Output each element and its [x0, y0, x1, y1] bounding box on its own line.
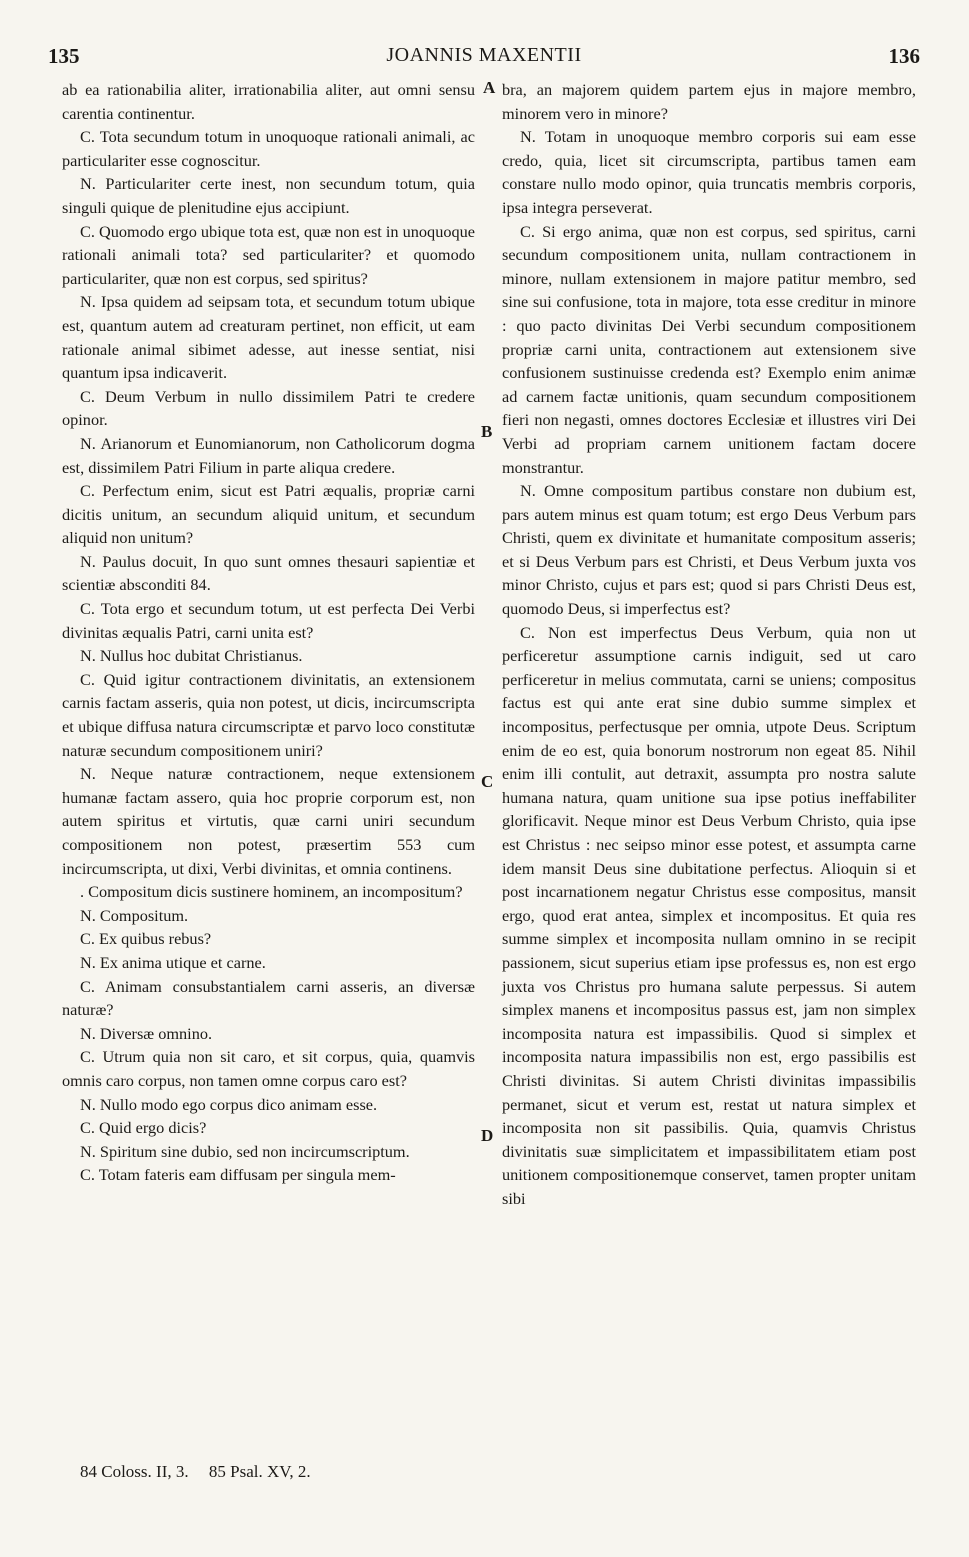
footnotes [80, 1462, 327, 1482]
paragraph: ab ea rationabilia aliter, irrationabilia aliter, aut omni sensu carentia continentur. [62, 80, 475, 123]
paragraph: N. Arianorum et Eunomianorum, non Catholicorum dogma est, dissimilem Patri Filium in parte aliqua credere. [62, 433, 475, 477]
page-header [48, 44, 920, 72]
paragraph: C. Tota ergo et secundum totum, ut est perfecta Dei Verbi divinitas æqualis Patri, carni unita est? [62, 599, 475, 642]
paragraph: N. Spiritum sine dubio, sed non incircumscriptum. [80, 1141, 410, 1161]
paragraph: C. Quid igitur contractionem divinitatis, an extensionem carnis factam asseris, quia non potest, ut dicis, incircumscripta et ubique diffusa natura circumscriptæ et parvo loco constitutæ naturæ secundum compositionem uniri? [62, 669, 475, 760]
footnote-85: 85 Psal. XV, 2. [208, 1462, 311, 1481]
footnote-84: 84 Coloss. II, 3. [80, 1462, 189, 1481]
paragraph: N. Nullus hoc dubitat Christianus. [80, 646, 303, 666]
paragraph: N. Ipsa quidem ad seipsam tota, et secundum totum ubique est, quantum autem ad creaturam pertinet, non efficit, ut eam rationale animal sibimet adesse, aut inesse sentiat, nisi quantum ipsa indicaverit. [62, 292, 475, 383]
paragraph: bra, an majorem quidem partem ejus in majore membro, minorem vero in minore? [502, 80, 916, 123]
paragraph: N. Compositum. [80, 905, 189, 925]
paragraph: N. Omne compositum partibus constare non dubium est, pars autem minus est quam totum; est ergo Deus Verbum pars Christi, quem ex divinitate et humanitate compositum asseris; et si Deus Verbum pars est Christi, et Deus Verbum juxta vos minor Christo, cujus et pars est; quod si pars Christi Deus est, quomodo Deus, si imperfectus est? [502, 481, 916, 619]
paragraph: C. Non est imperfectus Deus Verbum, quia non ut perficeretur assumptione carnis indiguit, sed ut caro perficeretur in melius commutata, carni se uniens; compositus factus est qui ante erat sine dubio summe simplex et incompositus, perfectusque per omnia, utpote Deus. Scriptum enim de eo est, quia bonorum nostrorum non egeat 85. Nihil enim illi contulit, aut detraxit, assumpta pro nostra salute humana natura, quam unitione sua ipse potius ineffabiliter glorificavit. Neque minor est Deus Verbum Christo, quia ipse est Christus : nec seipso minor esse potest, et assumpta carne idem mansit Deus sine dubitatione perfectus. Alioquin si et post incarnationem negatur Christus esse compositus, mansit ergo, quod erat antea, simplex et incompositus. Et quia res summe simplex et incomposita nullam omnino in se recipit passionem, sicut superius etiam ipse professus es, non est ergo juxta vos Christus pro humana salute perpessus. Si autem simplex manens et incompositus passus est, jam non simplex incomposita natura est impassibilis. Quod si simplex et incomposita natura impassibilis non est, ergo passibilis est Christi divinitas. Si autem Christi divinitas impassibilis permanet, sicut et verum est, restat ut natura simplex et incomposita non sit passibilis. Quia, quamvis Christus divinitatis suæ simplicitatem et impassibilitatem etiam post unitionem compositionemque conservet, tamen propter unitam sibi [502, 622, 916, 1208]
right-column [502, 78, 916, 1211]
section-marker-d: D [481, 1126, 494, 1145]
paragraph: C. Ex quibus rebus? [80, 929, 212, 949]
paragraph: C. Deum Verbum in nullo dissimilem Patri te credere opinor. [62, 386, 475, 430]
paragraph: N. Nullo modo ego corpus dico animam esse. [80, 1094, 378, 1114]
paragraph: C. Totam fateris eam diffusam per singula mem- [80, 1165, 396, 1185]
paragraph: N. Ex anima utique et carne. [80, 952, 266, 972]
running-title: JOANNIS MAXENTII [386, 44, 582, 66]
paragraph: C. Tota secundum totum in unoquoque rationali animali, ac particulariter esse cognoscitur. [62, 127, 475, 170]
paragraph: C. Quid ergo dicis? [80, 1118, 207, 1138]
paragraph: N. Neque naturæ contractionem, neque extensionem humanæ factam assero, quia hoc proprie corporum est, non autem spiritus et virtutis, quæ carni uniri secundum compositionem non potest, præsertim 553 cum incircumscripta, ut dixi, Verbi divinitas, et omnia continens. [62, 764, 475, 878]
paragraph: C. Perfectum enim, sicut est Patri æqualis, propriæ carni dicitis unitum, an secundum aliquid unitum, et secundum aliquid non unitum? [62, 481, 475, 548]
paragraph: N. Diversæ omnino. [80, 1023, 213, 1043]
section-marker-a: A [483, 78, 496, 97]
section-marker-b: B [481, 422, 493, 441]
paragraph: C. Animam consubstantialem carni asseris, an diversæ naturæ? [62, 976, 475, 1020]
paragraph: . Compositum dicis sustinere hominem, an incompositum? [80, 882, 463, 902]
section-marker-c: C [481, 772, 494, 791]
page-number-right: 136 [888, 44, 920, 68]
paragraph: C. Si ergo anima, quæ non est corpus, sed spiritus, carni secundum compositionem unita, nullam contractionem in minore, nullam extensionem in majore patitur membro, sed sine sui confusione, tota in majore, tota esse creditur in minore : quo pacto divinitas Dei Verbi secundum compositionem propriæ carni unita, contractionem aut extensionem sive confusionem sustinuisse credenda est? Exemplo enim animæ ad carnem factæ unitionis, quam secundum compositionem fieri non negasti, omnes doctores Ecclesiæ et illustres viri Dei Verbi ad propriam carnem unitionem factam docere monstrantur. [502, 221, 916, 477]
paragraph: C. Quomodo ergo ubique tota est, quæ non est in unoquoque rationali animali tota? sed particulariter? et quomodo particulariter, quæ non est corpus, sed spiritus? [62, 221, 475, 288]
paragraph: N. Particulariter certe inest, non secundum totum, quia singuli quique de plenitudine ejus accipiunt. [62, 174, 475, 217]
left-column [62, 78, 475, 1187]
paragraph: N. Paulus docuit, In quo sunt omnes thesauri sapientiæ et scientiæ absconditi 84. [62, 551, 475, 595]
paragraph: C. Utrum quia non sit caro, et sit corpus, quia, quamvis omnis caro corpus, non tamen omne corpus caro est? [62, 1047, 475, 1090]
paragraph: N. Totam in unoquoque membro corporis sui eam esse credo, quia, licet sit circumscripta, partibus tamen eam constare nullo modo opinor, quia truncatis membris corporis, ipsa integra perseverat. [502, 127, 916, 217]
page-number-left: 135 [48, 44, 80, 68]
